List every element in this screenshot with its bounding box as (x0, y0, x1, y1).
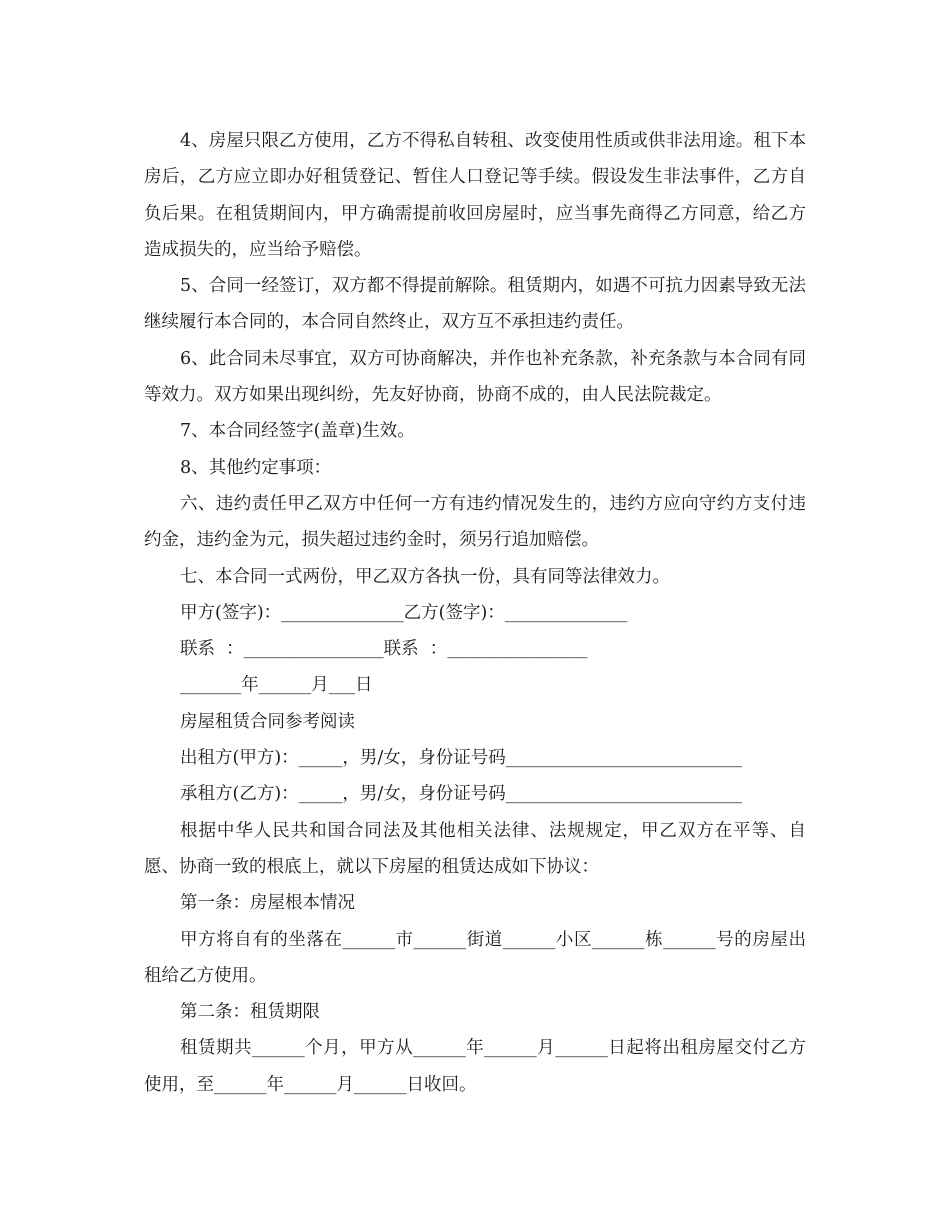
article-1-title: 第一条：房屋根本情况 (180, 893, 355, 914)
lessor-line: 出租方(甲方)：_____，男/女，身份证号码___________________________ (180, 748, 743, 769)
section-6-liability: 六、违约责任甲乙双方中任何一方有违约情况发生的，违约方应向守约方支付违约金，违约金为元，损失超过违约金时，须另行追加赔偿。 (144, 493, 806, 551)
lessee-line: 承租方(乙方)：_____，男/女，身份证号码___________________________ (180, 784, 743, 805)
clause-6: 6、此合同未尽事宜，双方可协商解决，并作也补充条款，补充条款与本合同有同等效力。双方如果出现纠纷，先友好协商，协商不成的，由人民法院裁定。 (144, 348, 806, 406)
section-7-copies: 七、本合同一式两份，甲乙双方各执一份，具有同等法律效力。 (180, 566, 670, 587)
contact-line: 联系 ：________________联系 ：________________ (180, 639, 588, 660)
clause-5: 5、合同一经签订，双方都不得提前解除。租赁期内，如遇不可抗力因素导致无法继续履行本合同的，本合同自然终止，双方互不承担违约责任。 (144, 276, 806, 333)
document-body (144, 123, 806, 1103)
clause-4: 4、房屋只限乙方使用，乙方不得私自转租、改变使用性质或供非法用途。租下本房后，乙方应立即办好租赁登记、暂住人口登记等手续。假设发生非法事件，乙方自负后果。在租赁期间内，甲方确需提前收回房屋时，应当事先商得乙方同意，给乙方造成损失的，应当给予赔偿。 (144, 131, 806, 260)
date-line: _______年______月___日 (180, 675, 373, 696)
signature-line: 甲方(签字)：______________乙方(签字)：______________ (180, 602, 628, 623)
clause-8: 8、其他约定事项： (180, 457, 332, 478)
article-2-title: 第二条：租赁期限 (180, 1002, 320, 1023)
reference-title: 房屋租赁合同参考阅读 (180, 711, 355, 732)
clause-7: 7、本合同经签字(盖章)生效。 (180, 421, 415, 442)
article-2-body: 租赁期共______个月，甲方从______年______月______日起将出租房屋交付乙方使用，至______年______月______日收回。 (144, 1038, 806, 1095)
preamble: 根据中华人民共和国合同法及其他相关法律、法规规定，甲乙双方在平等、自愿、协商一致的根底上，就以下房屋的租赁达成如下协议： (144, 820, 806, 877)
article-1-body: 甲方将自有的坐落在______市______街道______小区______栋______号的房屋出租给乙方使用。 (144, 929, 806, 986)
